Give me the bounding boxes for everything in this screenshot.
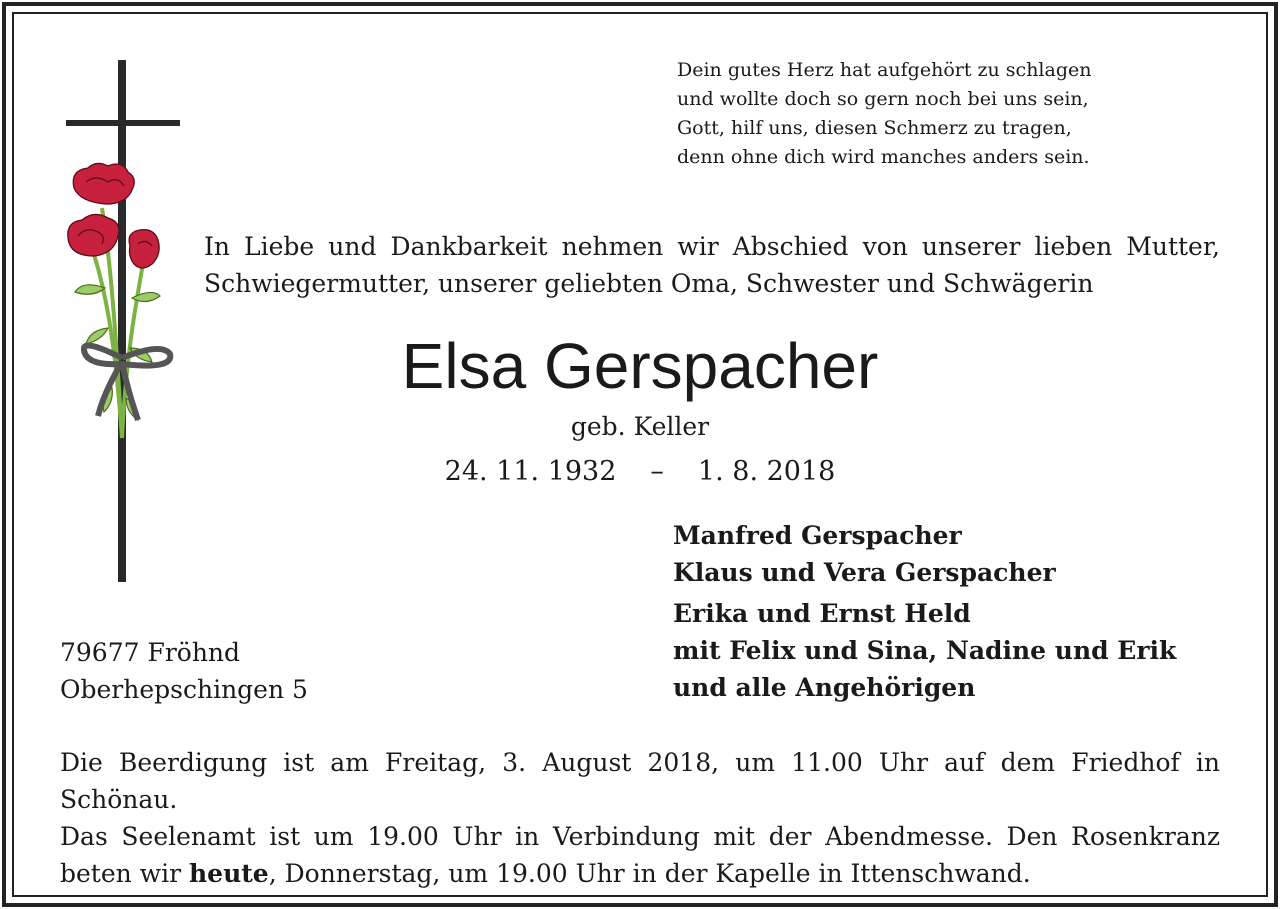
mourner-line: und alle Angehörigen (673, 673, 976, 702)
mourner-line: mit Felix und Sina, Nadine und Erik (673, 636, 1177, 665)
date-separator: – (650, 456, 664, 487)
death-date: 1. 8. 2018 (697, 456, 836, 487)
maiden-name: geb. Keller (570, 412, 710, 441)
intro-line: Schwiegermutter, unserer geliebten Oma, Schwester und Schwägerin (204, 269, 1094, 298)
roses-icon (68, 163, 159, 268)
funeral-line: Das Seelenamt ist um 19.00 Uhr in Verbindung mit der Abendmesse. Den Rosenkranz (60, 822, 1220, 851)
poem-line: Dein gutes Herz hat aufgehört zu schlagen (677, 59, 1092, 81)
birth-date: 24. 11. 1932 (444, 456, 617, 487)
memorial-poem (677, 56, 1091, 172)
funeral-line: Die Beerdigung ist am Freitag, 3. August 2018, um 11.00 Uhr auf dem Friedhof in Schönau. (60, 748, 1220, 814)
deceased-name: Elsa Gerspacher (401, 330, 879, 402)
life-dates (0, 454, 1280, 490)
poem-line: denn ohne dich wird manches anders sein. (677, 146, 1090, 168)
mourner-line: Klaus und Vera Gerspacher (673, 558, 1056, 587)
funeral-details (60, 744, 1220, 892)
poem-line: Gott, hilf uns, diesen Schmerz zu tragen, (677, 117, 1072, 139)
intro-line: In Liebe und Dankbarkeit nehmen wir Abschied von unserer lieben Mutter, (204, 232, 1220, 261)
address-line: Oberhepschingen 5 (60, 675, 308, 704)
funeral-emphasis: heute (188, 859, 269, 888)
mourner-line: Manfred Gerspacher (673, 521, 962, 550)
mourner-line: Erika und Ernst Held (673, 599, 971, 628)
mourners-list (673, 517, 1176, 706)
cross-icon (66, 60, 180, 582)
address-line: 79677 Fröhnd (60, 638, 241, 667)
family-address (60, 634, 308, 708)
funeral-text: beten wir (60, 859, 189, 888)
farewell-intro (204, 228, 1220, 302)
cross-with-roses-icon (60, 58, 190, 588)
poem-line: und wollte doch so gern noch bei uns sein, (677, 88, 1089, 110)
funeral-text: , Donnerstag, um 19.00 Uhr in der Kapelle in Ittenschwand. (268, 859, 1031, 888)
funeral-line (60, 855, 1220, 892)
